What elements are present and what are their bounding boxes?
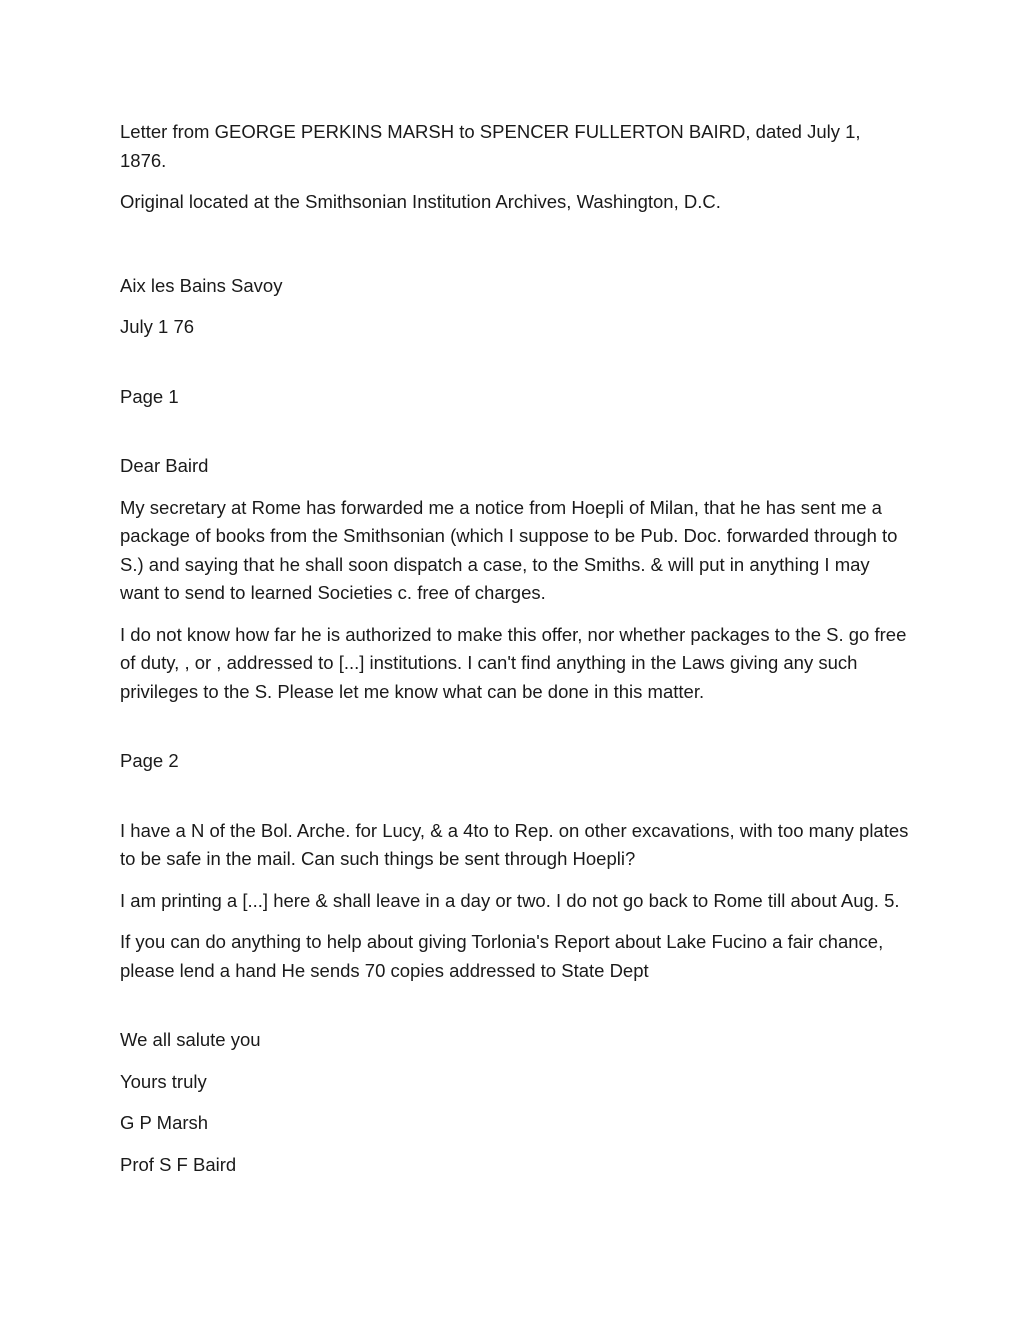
- closing-greeting: We all salute you: [120, 1029, 261, 1050]
- paragraph-1: My secretary at Rome has forwarded me a notice from Hoepli of Milan, that he has sent me a package of books from the Smithsonian (which I suppose to be Pub. Doc. forwarded through to S.) and saying that he shall soon dispatch a case, to the Smiths. & will put in anything I may want to send to learned Societies c. free of charges.: [120, 496, 898, 603]
- page-1-label: Page 1: [120, 385, 179, 407]
- page-2-label: Page 2: [120, 750, 179, 771]
- document-page: [120, 118, 910, 1179]
- valediction: Yours truly: [120, 1070, 207, 1092]
- salutation: Dear Baird: [120, 455, 209, 476]
- paragraph-4: I am printing a [...] here & shall leave in a day or two. I do not go back to Rome till about Aug. 5.: [120, 889, 900, 911]
- letter-title-line: Letter from GEORGE PERKINS MARSH to SPENCER FULLERTON BAIRD, dated July 1, 1876.: [120, 121, 861, 171]
- signature: G P Marsh: [120, 1112, 209, 1133]
- source-line: Original located at the Smithsonian Institution Archives, Washington, D.C.: [120, 191, 721, 212]
- addressee: Prof S F Baird: [120, 1153, 237, 1175]
- letter-date: July 1 76: [120, 316, 195, 337]
- paragraph-2: I do not know how far he is authorized to make this offer, nor whether packages to the S. go free of duty, , or , addressed to [...] institutions. I can't find anything in the Laws giving any such privileges to the S. Please let me know what can be done in this matter.: [120, 623, 907, 702]
- letter-place: Aix les Bains Savoy: [120, 274, 283, 296]
- paragraph-3: I have a N of the Bol. Arche. for Lucy, & a 4to to Rep. on other excavations, with too many plates to be safe in the mail. Can such things be sent through Hoepli?: [120, 819, 909, 869]
- paragraph-5: If you can do anything to help about giving Torlonia's Report about Lake Fucino a fair chance, please lend a hand He sends 70 copies addressed to State Dept: [120, 931, 884, 981]
